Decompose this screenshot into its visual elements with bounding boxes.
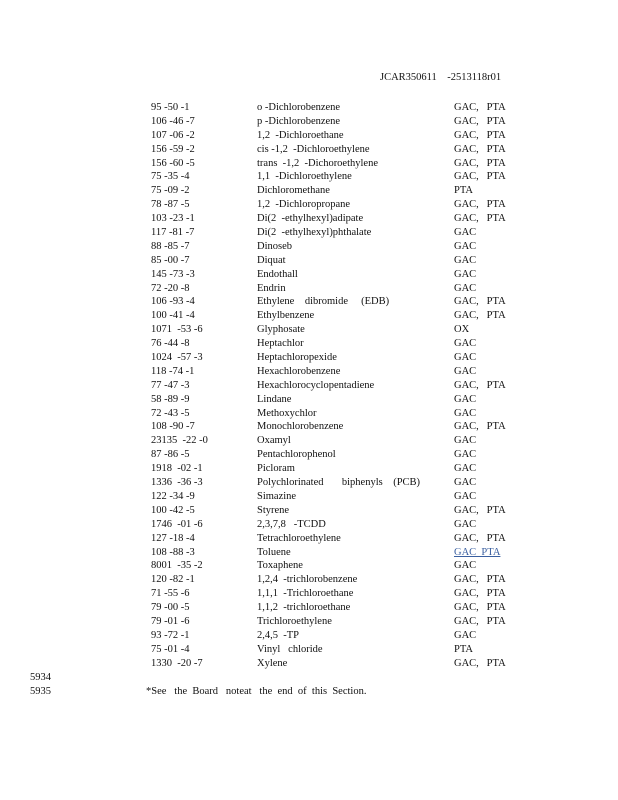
cas-number: 120 -82 -1 xyxy=(151,574,195,586)
table-row xyxy=(151,337,511,351)
table-row xyxy=(151,226,511,240)
cas-number: 23135 -22 -0 xyxy=(151,435,208,447)
chemical-name: Trichloroethylene xyxy=(257,615,332,627)
chemical-name: 1,2 -Dichloropropane xyxy=(257,199,351,211)
cas-number: 117 -81 -7 xyxy=(151,227,195,239)
cas-number: 75 -35 -4 xyxy=(151,171,190,183)
cas-number: 75 -09 -2 xyxy=(151,185,190,197)
treatment-method: GAC, PTA xyxy=(454,532,506,544)
chemical-name: o -Dichlorobenzene xyxy=(257,102,341,113)
cas-number: 107 -06 -2 xyxy=(151,129,195,141)
cas-number: 156 -59 -2 xyxy=(151,143,195,155)
treatment-method: GAC xyxy=(454,338,477,350)
treatment-method: GAC, PTA xyxy=(454,102,506,113)
treatment-method: GAC xyxy=(454,477,477,489)
treatment-method: PTA xyxy=(454,185,473,197)
treatment-method: GAC, PTA xyxy=(454,504,506,516)
table-row xyxy=(151,573,511,587)
chemical-name: Hexachlorocyclopentadiene xyxy=(257,379,375,391)
footnote: *See the Board noteat the end of this Section. xyxy=(146,686,367,697)
treatment-method: GAC xyxy=(454,560,477,572)
treatment-method: GAC xyxy=(454,227,477,239)
table-row xyxy=(151,615,511,629)
line-number: 5934 xyxy=(30,672,51,683)
chemical-name: 1,1,2 -trichloroethane xyxy=(257,602,351,614)
treatment-method: GAC xyxy=(454,518,477,530)
table-row xyxy=(151,212,511,226)
table-row xyxy=(151,490,511,504)
treatment-method: GAC xyxy=(454,449,477,461)
chemical-name: 1,2 -Dichloroethane xyxy=(257,129,344,141)
table-row xyxy=(151,129,511,143)
treatment-method: GAC, PTA xyxy=(454,615,506,627)
chemical-name: Glyphosate xyxy=(257,324,305,336)
table-row xyxy=(151,434,511,448)
table-row xyxy=(151,587,511,601)
document-header: JCAR350611 -2513118r01 xyxy=(380,72,502,83)
cas-number: 77 -47 -3 xyxy=(151,379,190,391)
treatment-method: GAC, PTA xyxy=(454,602,506,614)
treatment-method: GAC, PTA xyxy=(454,171,506,183)
cas-number: 1071 -53 -6 xyxy=(151,324,203,336)
table-row xyxy=(151,462,511,476)
cas-number: 72 -20 -8 xyxy=(151,282,190,294)
table-row xyxy=(151,282,511,296)
cas-number: 127 -18 -4 xyxy=(151,532,195,544)
treatment-method: GAC xyxy=(454,352,477,364)
cas-number: 75 -01 -4 xyxy=(151,643,190,655)
table-row xyxy=(151,407,511,421)
chemical-name: Toxaphene xyxy=(257,560,303,572)
cas-number: 103 -23 -1 xyxy=(151,213,195,225)
cas-number: 88 -85 -7 xyxy=(151,240,190,252)
cas-number: 118 -74 -1 xyxy=(151,365,195,377)
chemical-name: p -Dichlorobenzene xyxy=(257,115,341,127)
table-row xyxy=(151,143,511,157)
treatment-method: GAC, PTA xyxy=(454,657,506,669)
treatment-method: GAC xyxy=(454,490,477,502)
treatment-method: GAC xyxy=(454,254,477,266)
treatment-method: GAC, PTA xyxy=(454,296,506,308)
cas-number: 100 -41 -4 xyxy=(151,310,195,322)
chemical-name: cis -1,2 -Dichloroethylene xyxy=(257,143,370,155)
treatment-method: GAC, PTA xyxy=(454,310,506,322)
cas-number: 76 -44 -8 xyxy=(151,338,190,350)
chemical-name: trans -1,2 -Dichoroethylene xyxy=(257,157,379,169)
chemical-name: Ethylbenzene xyxy=(257,310,315,322)
chemical-name: 1,1 -Dichloroethylene xyxy=(257,171,352,183)
chemical-name: Endothall xyxy=(257,268,298,280)
chemical-name: Heptachloropexide xyxy=(257,352,337,364)
treatment-method: GAC, PTA xyxy=(454,213,506,225)
cas-number: 106 -93 -4 xyxy=(151,296,195,308)
treatment-method: GAC, PTA xyxy=(454,421,506,433)
table-row xyxy=(151,532,511,546)
table-row xyxy=(151,393,511,407)
table-row xyxy=(151,365,511,379)
chemical-name: Pentachlorophenol xyxy=(257,449,336,461)
cas-number: 156 -60 -5 xyxy=(151,157,195,169)
chemical-name: Toluene xyxy=(257,546,291,558)
treatment-method: GAC, PTA xyxy=(454,157,506,169)
chemical-name: 1,2,4 -trichlorobenzene xyxy=(257,574,358,586)
chemical-name: Styrene xyxy=(257,504,290,516)
line-number: 5935 xyxy=(30,686,51,697)
table-row xyxy=(151,157,511,171)
cas-number: 108 -88 -3 xyxy=(151,546,195,558)
table-row xyxy=(151,504,511,518)
chemical-name: Di(2 -ethylhexyl)adipate xyxy=(257,213,364,225)
cas-number: 8001 -35 -2 xyxy=(151,560,203,572)
treatment-method: OX xyxy=(454,324,470,336)
table-row xyxy=(151,240,511,254)
treatment-method: GAC PTA xyxy=(454,546,501,558)
chemical-name: Xylene xyxy=(257,657,288,669)
chemical-name: Picloram xyxy=(257,463,295,475)
table-row xyxy=(151,657,511,671)
treatment-method: GAC xyxy=(454,463,477,475)
table-row xyxy=(151,268,511,282)
treatment-method: GAC xyxy=(454,393,477,405)
chemical-name: 2,3,7,8 -TCDD xyxy=(257,518,326,530)
cas-number: 1336 -36 -3 xyxy=(151,477,203,489)
cas-number: 79 -00 -5 xyxy=(151,602,190,614)
table-row xyxy=(151,518,511,532)
table-row xyxy=(151,115,511,129)
cas-number: 85 -00 -7 xyxy=(151,254,190,266)
table-row xyxy=(151,170,511,184)
table-row xyxy=(151,101,511,115)
treatment-method: GAC xyxy=(454,407,477,419)
treatment-method: GAC, PTA xyxy=(454,143,506,155)
cas-number: 78 -87 -5 xyxy=(151,199,190,211)
cas-number: 1918 -02 -1 xyxy=(151,463,203,475)
cas-number: 122 -34 -9 xyxy=(151,490,195,502)
chemical-name: Oxamyl xyxy=(257,435,291,447)
table-row xyxy=(151,379,511,393)
cas-number: 79 -01 -6 xyxy=(151,615,190,627)
chemical-name: Vinyl chloride xyxy=(257,643,323,655)
table-row xyxy=(151,351,511,365)
chemical-name: Hexachlorobenzene xyxy=(257,365,341,377)
chemical-name: Dichloromethane xyxy=(257,185,330,197)
cas-number: 72 -43 -5 xyxy=(151,407,190,419)
cas-number: 1746 -01 -6 xyxy=(151,518,203,530)
chemical-name: Simazine xyxy=(257,490,297,502)
table-row xyxy=(151,559,511,573)
table-row xyxy=(151,629,511,643)
cas-number: 108 -90 -7 xyxy=(151,421,195,433)
cas-number: 93 -72 -1 xyxy=(151,629,190,641)
treatment-method: PTA xyxy=(454,643,473,655)
chemical-name: Polychlorinated biphenyls (PCB) xyxy=(257,477,421,489)
table-row xyxy=(151,643,511,657)
treatment-method: GAC, PTA xyxy=(454,588,506,600)
chemical-name: Di(2 -ethylhexyl)phthalate xyxy=(257,227,372,239)
treatment-method: GAC xyxy=(454,629,477,641)
chemical-name: 2,4,5 -TP xyxy=(257,629,299,641)
chemical-table xyxy=(151,101,511,671)
chemical-name: Monochlorobenzene xyxy=(257,421,344,433)
chemical-name: Ethylene dibromide (EDB) xyxy=(257,296,390,308)
treatment-method: GAC xyxy=(454,282,477,294)
cas-number: 87 -86 -5 xyxy=(151,449,190,461)
cas-number: 106 -46 -7 xyxy=(151,115,195,127)
treatment-method: GAC, PTA xyxy=(454,199,506,211)
table-row xyxy=(151,601,511,615)
cas-number: 58 -89 -9 xyxy=(151,393,190,405)
treatment-method: GAC xyxy=(454,268,477,280)
table-row xyxy=(151,309,511,323)
chemical-name: Lindane xyxy=(257,393,292,405)
treatment-method: GAC, PTA xyxy=(454,379,506,391)
cas-number: 71 -55 -6 xyxy=(151,588,190,600)
table-row xyxy=(151,448,511,462)
table-row xyxy=(151,420,511,434)
table-row xyxy=(151,546,511,560)
cas-number: 95 -50 -1 xyxy=(151,102,190,113)
table-row xyxy=(151,198,511,212)
table-row xyxy=(151,254,511,268)
table-row xyxy=(151,184,511,198)
cas-number: 1330 -20 -7 xyxy=(151,657,203,669)
cas-number: 1024 -57 -3 xyxy=(151,352,203,364)
chemical-name: 1,1,1 -Trichloroethane xyxy=(257,588,354,600)
treatment-method: GAC xyxy=(454,240,477,252)
chemical-name: Endrin xyxy=(257,282,286,294)
chemical-name: Heptachlor xyxy=(257,338,304,350)
treatment-method: GAC xyxy=(454,435,477,447)
chemical-name: Tetrachloroethylene xyxy=(257,532,341,544)
cas-number: 100 -42 -5 xyxy=(151,504,195,516)
chemical-name: Dinoseb xyxy=(257,240,292,252)
treatment-method: GAC, PTA xyxy=(454,115,506,127)
chemical-name: Methoxychlor xyxy=(257,407,317,419)
treatment-method: GAC, PTA xyxy=(454,129,506,141)
chemical-name: Diquat xyxy=(257,254,286,266)
table-row xyxy=(151,295,511,309)
table-row xyxy=(151,323,511,337)
treatment-method: GAC, PTA xyxy=(454,574,506,586)
treatment-method: GAC xyxy=(454,365,477,377)
table-row xyxy=(151,476,511,490)
cas-number: 145 -73 -3 xyxy=(151,268,195,280)
